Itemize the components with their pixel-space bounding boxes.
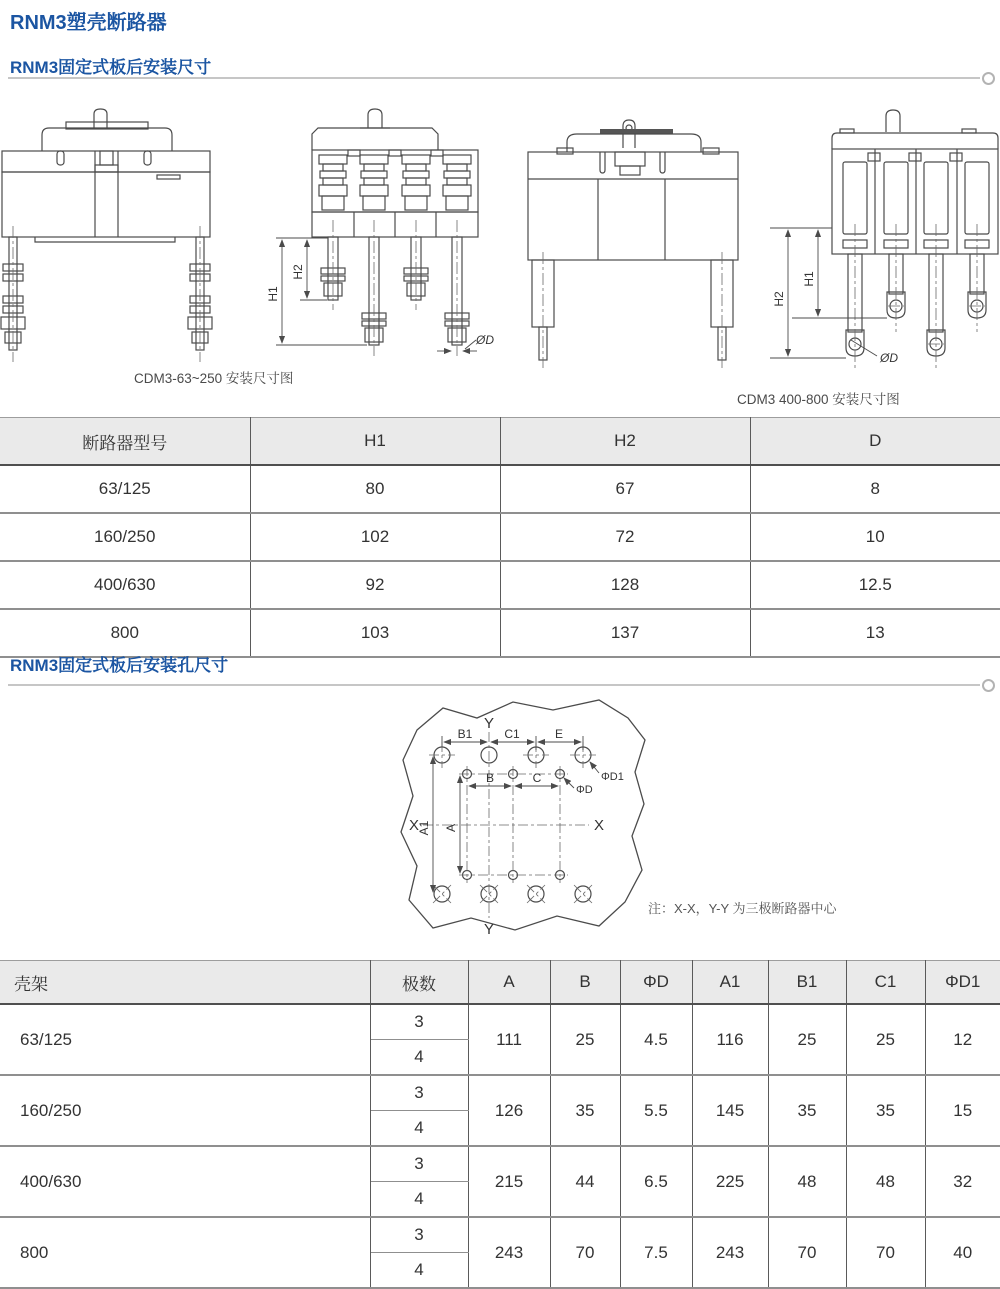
dim-label-a1: A1 — [417, 820, 431, 836]
cell-a1: 116 — [692, 1004, 768, 1075]
drawing-front-view-small-frame — [0, 104, 235, 366]
centerlines — [543, 252, 722, 368]
table-rear-mount-dimensions — [0, 417, 1000, 658]
cell-a: 215 — [468, 1146, 550, 1217]
cell-frame: 400/630 — [0, 1146, 370, 1217]
page-title: RNM3塑壳断路器 — [10, 12, 167, 34]
centerlines — [13, 226, 200, 362]
cell-poles: 3 — [370, 1004, 468, 1040]
cell-poles: 3 — [370, 1075, 468, 1111]
section-heading-rear-mount-dimensions: RNM3固定式板后安装尺寸 — [10, 58, 212, 77]
caption-large-frame-drawing: CDM3 400-800 安装尺寸图 — [737, 392, 900, 407]
cell-d: 13 — [750, 609, 1000, 657]
header-cell-phi-d: ΦD — [620, 961, 692, 1005]
cell-d: 10 — [750, 513, 1000, 561]
cell-b: 35 — [550, 1075, 620, 1146]
dim-label-phi-d: ΦD — [576, 784, 593, 796]
toggle-knob — [94, 109, 107, 128]
cell-h1: 80 — [250, 465, 500, 513]
cell-h2: 128 — [500, 561, 750, 609]
dim-label-b1: B1 — [457, 727, 473, 741]
cell-b1: 25 — [768, 1004, 846, 1075]
header-cell-b1: B1 — [768, 961, 846, 1005]
header-cell-h2: H2 — [500, 418, 750, 466]
dim-label-c: C — [532, 771, 542, 785]
axis-label-y-bottom: Y — [483, 921, 495, 938]
axis-label-x-right: X — [593, 817, 605, 834]
cell-model: 63/125 — [0, 465, 250, 513]
cell-h1: 102 — [250, 513, 500, 561]
table-mount-hole-dimensions — [0, 960, 1000, 1289]
cell-phi-d1: 15 — [925, 1075, 1000, 1146]
dimension-label-h2: H2 — [772, 291, 786, 307]
cell-h1: 103 — [250, 609, 500, 657]
cell-frame: 800 — [0, 1217, 370, 1288]
dimension-label-stud-diameter: ØD — [476, 333, 494, 347]
dimension-label-hole-diameter: ØD — [880, 351, 898, 365]
dim-label-c1: C1 — [504, 727, 520, 741]
cell-c1: 35 — [846, 1075, 925, 1146]
cell-phi-d1: 12 — [925, 1004, 1000, 1075]
cell-h2: 67 — [500, 465, 750, 513]
divider-rule — [8, 684, 980, 686]
header-cell-h1: H1 — [250, 418, 500, 466]
header-cell-d: D — [750, 418, 1000, 466]
table-header-row — [0, 418, 1000, 466]
cell-d: 8 — [750, 465, 1000, 513]
axis-label-y-top: Y — [483, 715, 495, 732]
mounting-hole-diagram — [385, 688, 663, 940]
cell-a1: 225 — [692, 1146, 768, 1217]
cell-a: 243 — [468, 1217, 550, 1288]
cell-b1: 35 — [768, 1075, 846, 1146]
cell-poles: 3 — [370, 1146, 468, 1182]
dimension-lines — [770, 228, 887, 358]
cell-model: 160/250 — [0, 513, 250, 561]
plate-outline — [401, 700, 645, 930]
axis-label-x-left: X — [408, 817, 420, 834]
drawing-rear-stud-view-small-frame — [250, 104, 500, 370]
table-row — [0, 1004, 1000, 1040]
dimension-label-h1: H1 — [266, 286, 280, 302]
table-row — [0, 513, 1000, 561]
cell-poles: 4 — [370, 1253, 468, 1289]
divider-rule-end-dot — [982, 72, 995, 85]
dim-label-e: E — [554, 727, 564, 741]
cell-a1: 243 — [692, 1217, 768, 1288]
dim-label-a: A — [444, 823, 458, 833]
cell-phi-d1: 40 — [925, 1217, 1000, 1288]
cell-b: 70 — [550, 1217, 620, 1288]
note-three-pole-center: 注：X-X，Y-Y 为三极断路器中心 — [648, 901, 837, 916]
cell-h1: 92 — [250, 561, 500, 609]
cell-c1: 48 — [846, 1146, 925, 1217]
cell-b: 25 — [550, 1004, 620, 1075]
cell-phi-d1: 32 — [925, 1146, 1000, 1217]
caption-small-frame-drawing: CDM3-63~250 安装尺寸图 — [134, 371, 294, 386]
header-cell-a: A — [468, 961, 550, 1005]
table-row — [0, 465, 1000, 513]
table-row — [0, 1217, 1000, 1253]
cell-d: 12.5 — [750, 561, 1000, 609]
cell-frame: 160/250 — [0, 1075, 370, 1146]
cell-b1: 48 — [768, 1146, 846, 1217]
header-cell-breaker-model: 断路器型号 — [0, 418, 250, 466]
cell-c1: 25 — [846, 1004, 925, 1075]
table-header-row — [0, 961, 1000, 1005]
cell-phi-d: 4.5 — [620, 1004, 692, 1075]
cell-c1: 70 — [846, 1217, 925, 1288]
cell-poles: 4 — [370, 1111, 468, 1147]
drawing-rear-busbar-view-large-frame — [762, 104, 1000, 394]
cell-phi-d: 6.5 — [620, 1146, 692, 1217]
dimension-label-h2: H2 — [291, 264, 305, 280]
cell-model: 800 — [0, 609, 250, 657]
cell-model: 400/630 — [0, 561, 250, 609]
table-row — [0, 1146, 1000, 1182]
dim-label-phi-d1: ΦD1 — [601, 771, 624, 783]
cell-poles: 3 — [370, 1217, 468, 1253]
cell-h2: 72 — [500, 513, 750, 561]
drawing-front-view-large-frame — [505, 112, 750, 370]
divider-rule-end-dot — [982, 679, 995, 692]
header-cell-poles: 极数 — [370, 961, 468, 1005]
cell-a: 126 — [468, 1075, 550, 1146]
header-cell-frame: 壳架 — [0, 961, 370, 1005]
divider-rule — [8, 77, 980, 79]
cell-frame: 63/125 — [0, 1004, 370, 1075]
cell-b: 44 — [550, 1146, 620, 1217]
cell-poles: 4 — [370, 1040, 468, 1076]
dimension-lines — [276, 238, 477, 351]
header-cell-a1: A1 — [692, 961, 768, 1005]
cell-poles: 4 — [370, 1182, 468, 1218]
dimension-label-h1: H1 — [802, 271, 816, 287]
cell-a: 111 — [468, 1004, 550, 1075]
table-row — [0, 609, 1000, 657]
section-heading-mount-hole-dimensions: RNM3固定式板后安装孔尺寸 — [10, 656, 229, 675]
cell-a1: 145 — [692, 1075, 768, 1146]
header-cell-c1: C1 — [846, 961, 925, 1005]
table-row — [0, 561, 1000, 609]
dimension-lines — [433, 736, 599, 892]
dim-label-b: B — [485, 771, 495, 785]
cell-h2: 137 — [500, 609, 750, 657]
cell-b1: 70 — [768, 1217, 846, 1288]
header-cell-b: B — [550, 961, 620, 1005]
cell-phi-d: 5.5 — [620, 1075, 692, 1146]
header-cell-phi-d1: ΦD1 — [925, 961, 1000, 1005]
centerlines — [333, 220, 457, 356]
cell-phi-d: 7.5 — [620, 1217, 692, 1288]
table-row — [0, 1075, 1000, 1111]
